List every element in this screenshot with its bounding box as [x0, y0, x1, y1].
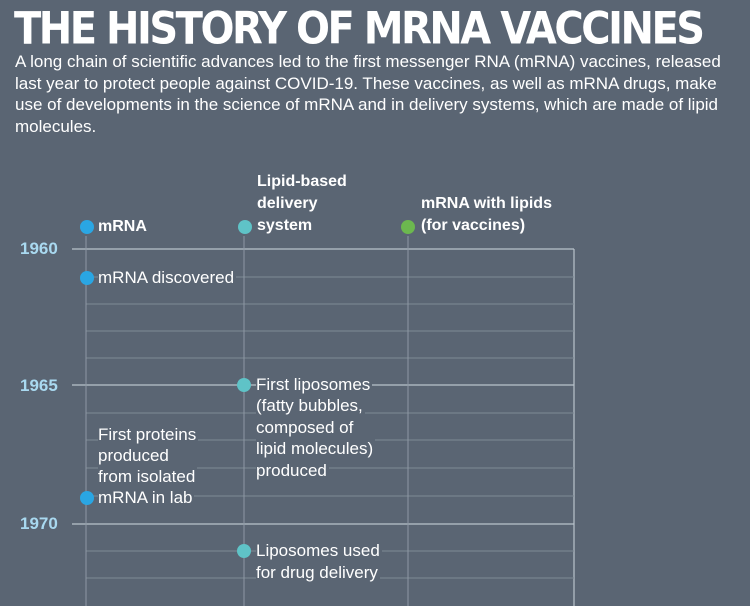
event-dot-drug-delivery [237, 544, 251, 558]
year-label-1970: 1970 [20, 514, 58, 533]
event-proteins-line4: mRNA in lab [98, 488, 193, 507]
event-dot-first-liposomes [237, 378, 251, 392]
event-mrna-discovered: mRNA discovered [98, 268, 235, 287]
legend-vaccine-line1: mRNA with lipids [421, 195, 552, 212]
event-delivery-line2: for drug delivery [256, 563, 378, 582]
event-dot-mrna-discovered [80, 271, 94, 285]
event-delivery-line1: Liposomes used [256, 541, 380, 560]
event-liposomes-line1: First liposomes [256, 375, 371, 394]
event-proteins-line1: First proteins [98, 425, 197, 444]
legend-vaccine-line2: (for vaccines) [421, 217, 526, 234]
event-proteins-line2: produced [98, 446, 169, 465]
legend-vaccine-dot [401, 220, 415, 234]
event-liposomes-line3: composed of [256, 418, 354, 437]
legend-lipid-line3: system [257, 217, 313, 234]
event-liposomes-line5: produced [256, 461, 327, 480]
event-liposomes-line4: lipid molecules) [256, 439, 374, 458]
legend-mrna-label: mRNA [98, 218, 147, 235]
legend-lipid-line2: delivery [257, 195, 318, 212]
event-dot-first-proteins [80, 491, 94, 505]
event-liposomes-line2: (fatty bubbles, [256, 396, 363, 415]
event-proteins-line3: from isolated [98, 467, 196, 486]
year-label-1960: 1960 [20, 239, 58, 258]
legend-lipid-line1: Lipid-based [257, 173, 347, 190]
year-label-1965: 1965 [20, 376, 58, 395]
intro-text: A long chain of scientific advances led to the first messenger RNA (mRNA) vaccines, released last year to protect people against COVID-19. These vaccines, as well as mRNA drugs, make use of developments in the science of mRNA and in delivery systems, which are made of lipid molecules. [15, 52, 721, 136]
legend-mrna-dot [80, 220, 94, 234]
legend-lipid-dot [238, 220, 252, 234]
page-title: THE HISTORY OF MRNA VACCINES [14, 3, 703, 55]
